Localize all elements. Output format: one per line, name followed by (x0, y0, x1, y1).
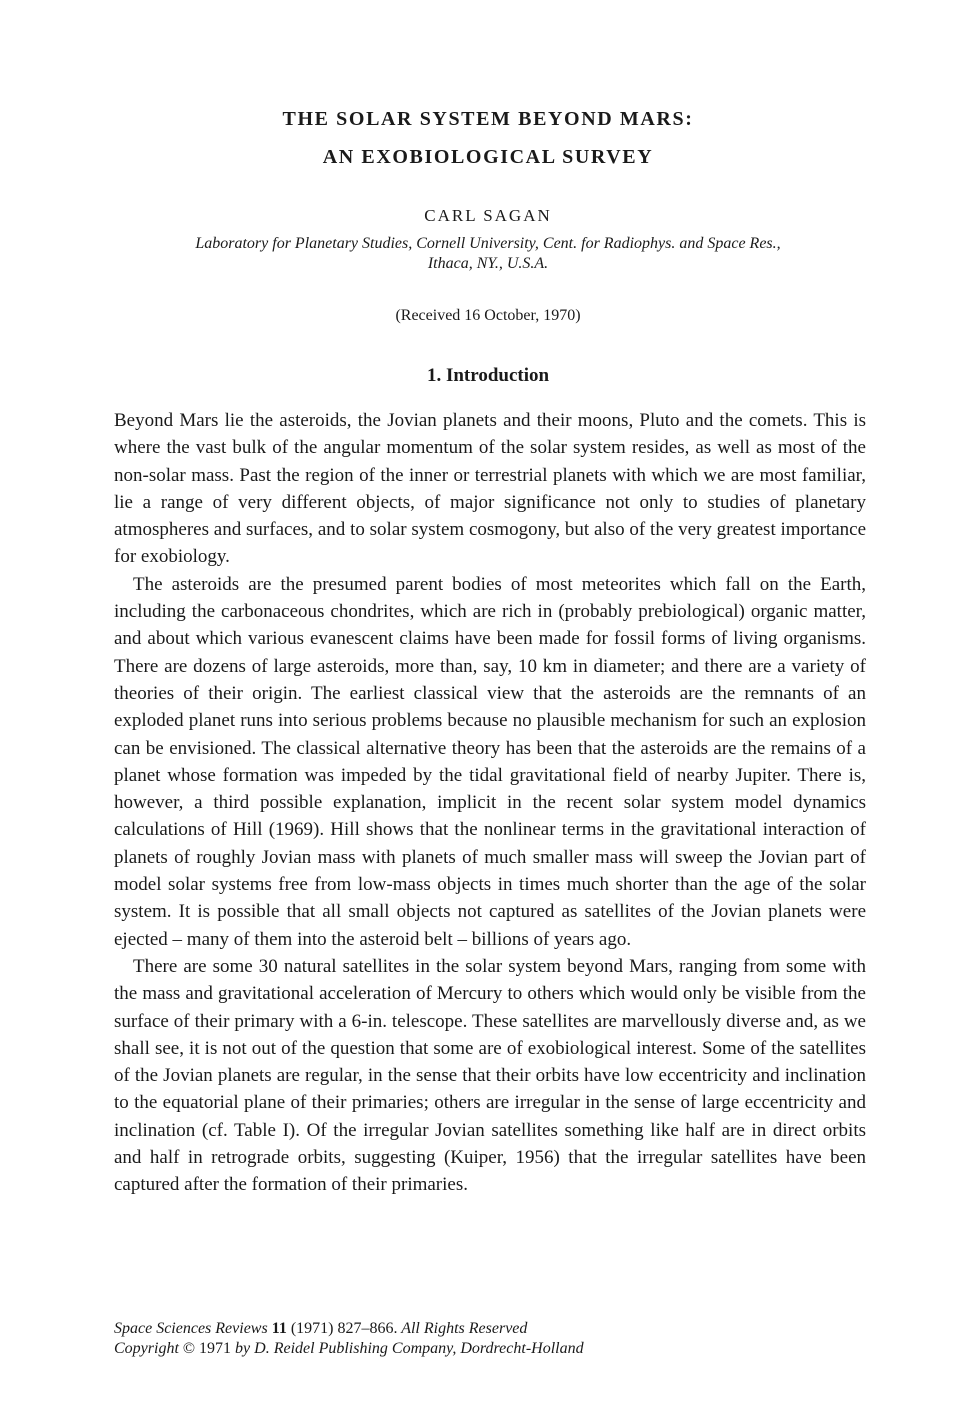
footer-line-2 (114, 1339, 866, 1359)
journal-volume: 11 (271, 1320, 287, 1337)
publisher: by D. Reidel Publishing Company, Dordrecht-Holland (235, 1340, 584, 1357)
copyright-symbol: © (182, 1340, 196, 1357)
affiliation (100, 234, 876, 274)
received-date: (Received 16 October, 1970) (395, 307, 581, 324)
copyright-year: 1971 (199, 1340, 232, 1357)
author-name: CARL SAGAN (424, 206, 552, 225)
journal-pages: (1971) 827–866. (290, 1320, 398, 1337)
rights-statement: All Rights Reserved (401, 1320, 528, 1337)
affiliation-line-2: Ithaca, NY., U.S.A. (427, 255, 549, 272)
title-line-1: THE SOLAR SYSTEM BEYOND MARS: (282, 108, 694, 130)
title-line-2: AN EXOBIOLOGICAL SURVEY (322, 146, 654, 168)
body-text (114, 407, 866, 1199)
section-heading: 1. Introduction (426, 365, 550, 386)
footer-citation (114, 1319, 866, 1359)
footer-line-1 (114, 1319, 866, 1339)
paragraph-1: Beyond Mars lie the asteroids, the Jovian planets and their moons, Pluto and the comets. This is where the vast bulk of the angular momentum of the solar system resides, as well as most of the non-solar mass. Past the region of the inner or terrestrial planets with which we are most familiar, lie a range of very different objects, of major significance not only to studies of planetary atmospheres and surfaces, and to solar system cosmogony, but also of the very greatest importance for exobiology. (114, 410, 866, 568)
paragraph-2: The asteroids are the presumed parent bodies of most meteorites which fall on the Earth, including the carbonaceous chondrites, which are rich in (probably prebiological) organic matter, and about which various evanescent claims have been made for fossil forms of living organisms. There are dozens of large asteroids, more than, say, 10 km in diameter; and there are a variety of theories of their origin. The earliest classical view that the asteroids are the remnants of an exploded planet runs into serious problems because no plausible mechanism for such an explosion can be envisioned. The classical alternative theory has been that the asteroids are the remains of a planet whose formation was impeded by the tidal gravitational field of nearby Jupiter. There is, however, a third possible explanation, implicit in the recent solar system model dynamics calculations of Hill (1969). Hill shows that the nonlinear terms in the gravitational interaction of planets of roughly Jovian mass with planets of much smaller mass will sweep the Jovian part of model solar systems free from low-mass objects in times much shorter than the age of the solar system. It is possible that all small objects not captured as satellites of the Jovian planets were ejected – many of them into the asteroid belt – billions of years ago. (114, 573, 866, 950)
paragraph-3: There are some 30 natural satellites in the solar system beyond Mars, ranging from some with the mass and gravitational acceleration of Mercury to others which would only be visible from the surface of their primary with a 6-in. telescope. These satellites are marvellously diverse and, as we shall see, it is not out of the question that some are of exobiological interest. Some of the satellites of the Jovian planets are regular, in the sense that their orbits have low eccentricity and inclination to the equatorial plane of their primaries; others are irregular in the sense of large eccentricity and inclination (cf. Table I). Of the irregular Jovian satellites something like half are in direct orbits and half in retrograde orbits, suggesting (Kuiper, 1956) that the irregular satellites have been captured after the formation of their primaries. (114, 955, 866, 1196)
affiliation-line-1: Laboratory for Planetary Studies, Cornell University, Cent. for Radiophys. and Space Res., (195, 235, 781, 252)
journal-name: Space Sciences Reviews (114, 1320, 268, 1337)
copyright-label: Copyright (114, 1340, 179, 1357)
